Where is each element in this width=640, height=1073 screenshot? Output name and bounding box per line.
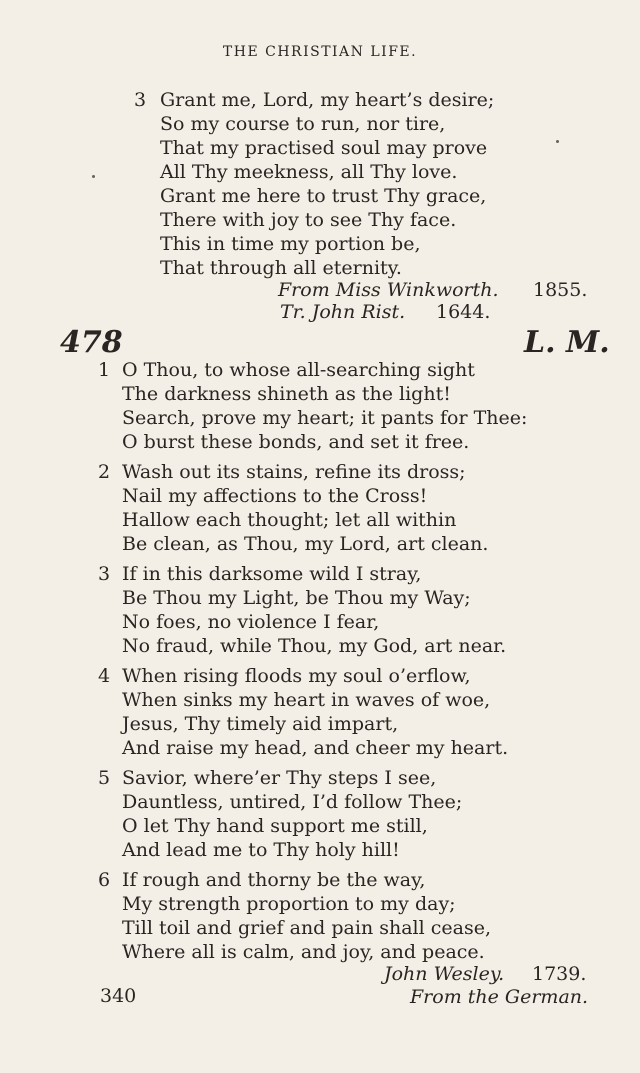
verse-line: All Thy meekness, all Thy love. — [160, 161, 458, 183]
verse-line: O let Thy hand support me still, — [122, 815, 428, 837]
verse-line: So my course to run, nor tire, — [160, 113, 446, 135]
verse-line: And raise my head, and cheer my heart. — [122, 737, 509, 759]
verse-line: No fraud, while Thou, my God, art near. — [122, 635, 507, 657]
hymn-number: 478 — [60, 325, 123, 360]
verse-line: Grant me here to trust Thy grace, — [160, 185, 487, 207]
verse-line: Where all is calm, and joy, and peace. — [122, 941, 485, 963]
verse-line: That my practised soul may prove — [160, 137, 488, 159]
attribution-source: From the German. — [410, 986, 589, 1008]
stanza-number: 3 — [134, 89, 147, 111]
verse-line: This in time my portion be, — [160, 233, 421, 255]
verse-line: That through all eternity. — [160, 257, 402, 279]
verse-line: Search, prove my heart; it pants for Thee: — [122, 407, 528, 429]
verse-line: Nail my affections to the Cross! — [122, 485, 428, 507]
stanza-number: 5 — [98, 767, 111, 789]
stanza-number: 3 — [98, 563, 111, 585]
verse-line: Be Thou my Light, be Thou my Way; — [122, 587, 471, 609]
verse-line: Jesus, Thy timely aid impart, — [122, 713, 399, 735]
verse-line: Hallow each thought; let all within — [122, 509, 457, 531]
stanza-number: 4 — [98, 665, 111, 687]
verse-line: When sinks my heart in waves of woe, — [122, 689, 491, 711]
verse-line: And lead me to Thy holy hill! — [122, 839, 400, 861]
verse-line: No foes, no violence I fear, — [122, 611, 380, 633]
stanza-number: 1 — [98, 359, 111, 381]
print-speck — [556, 140, 559, 143]
verse-line: Be clean, as Thou, my Lord, art clean. — [122, 533, 489, 555]
verse-line: If rough and thorny be the way, — [122, 869, 426, 891]
stanza-number: 2 — [98, 461, 111, 483]
verse-line: Dauntless, untired, I’d follow Thee; — [122, 791, 463, 813]
page-number: 340 — [100, 985, 137, 1007]
verse-line: Savior, where’er Thy steps I see, — [122, 767, 437, 789]
verse-line: Wash out its stains, refine its dross; — [122, 461, 466, 483]
verse-line: O burst these bonds, and set it free. — [122, 431, 470, 453]
print-speck — [92, 175, 95, 178]
verse-line: Till toil and grief and pain shall cease, — [122, 917, 491, 939]
hymn-meter: L. M. — [524, 325, 610, 360]
verse-line: The darkness shineth as the light! — [122, 383, 451, 405]
attribution-year: 1739. — [532, 963, 587, 985]
attribution-author: Tr. John Rist. — [280, 301, 406, 323]
attribution-year: 1644. — [436, 301, 491, 323]
verse-line: O Thou, to whose all-searching sight — [122, 359, 475, 381]
verse-line: Grant me, Lord, my heart’s desire; — [160, 89, 495, 111]
attribution-year: 1855. — [533, 279, 588, 301]
stanza-number: 6 — [98, 869, 111, 891]
verse-line: If in this darksome wild I stray, — [122, 563, 422, 585]
attribution-author: John Wesley. — [384, 963, 505, 985]
verse-line: When rising floods my soul o’erflow, — [122, 665, 471, 687]
verse-line: There with joy to see Thy face. — [160, 209, 457, 231]
attribution-translator: From Miss Winkworth. — [278, 279, 499, 301]
running-header: THE CHRISTIAN LIFE. — [222, 44, 418, 60]
verse-line: My strength proportion to my day; — [122, 893, 456, 915]
